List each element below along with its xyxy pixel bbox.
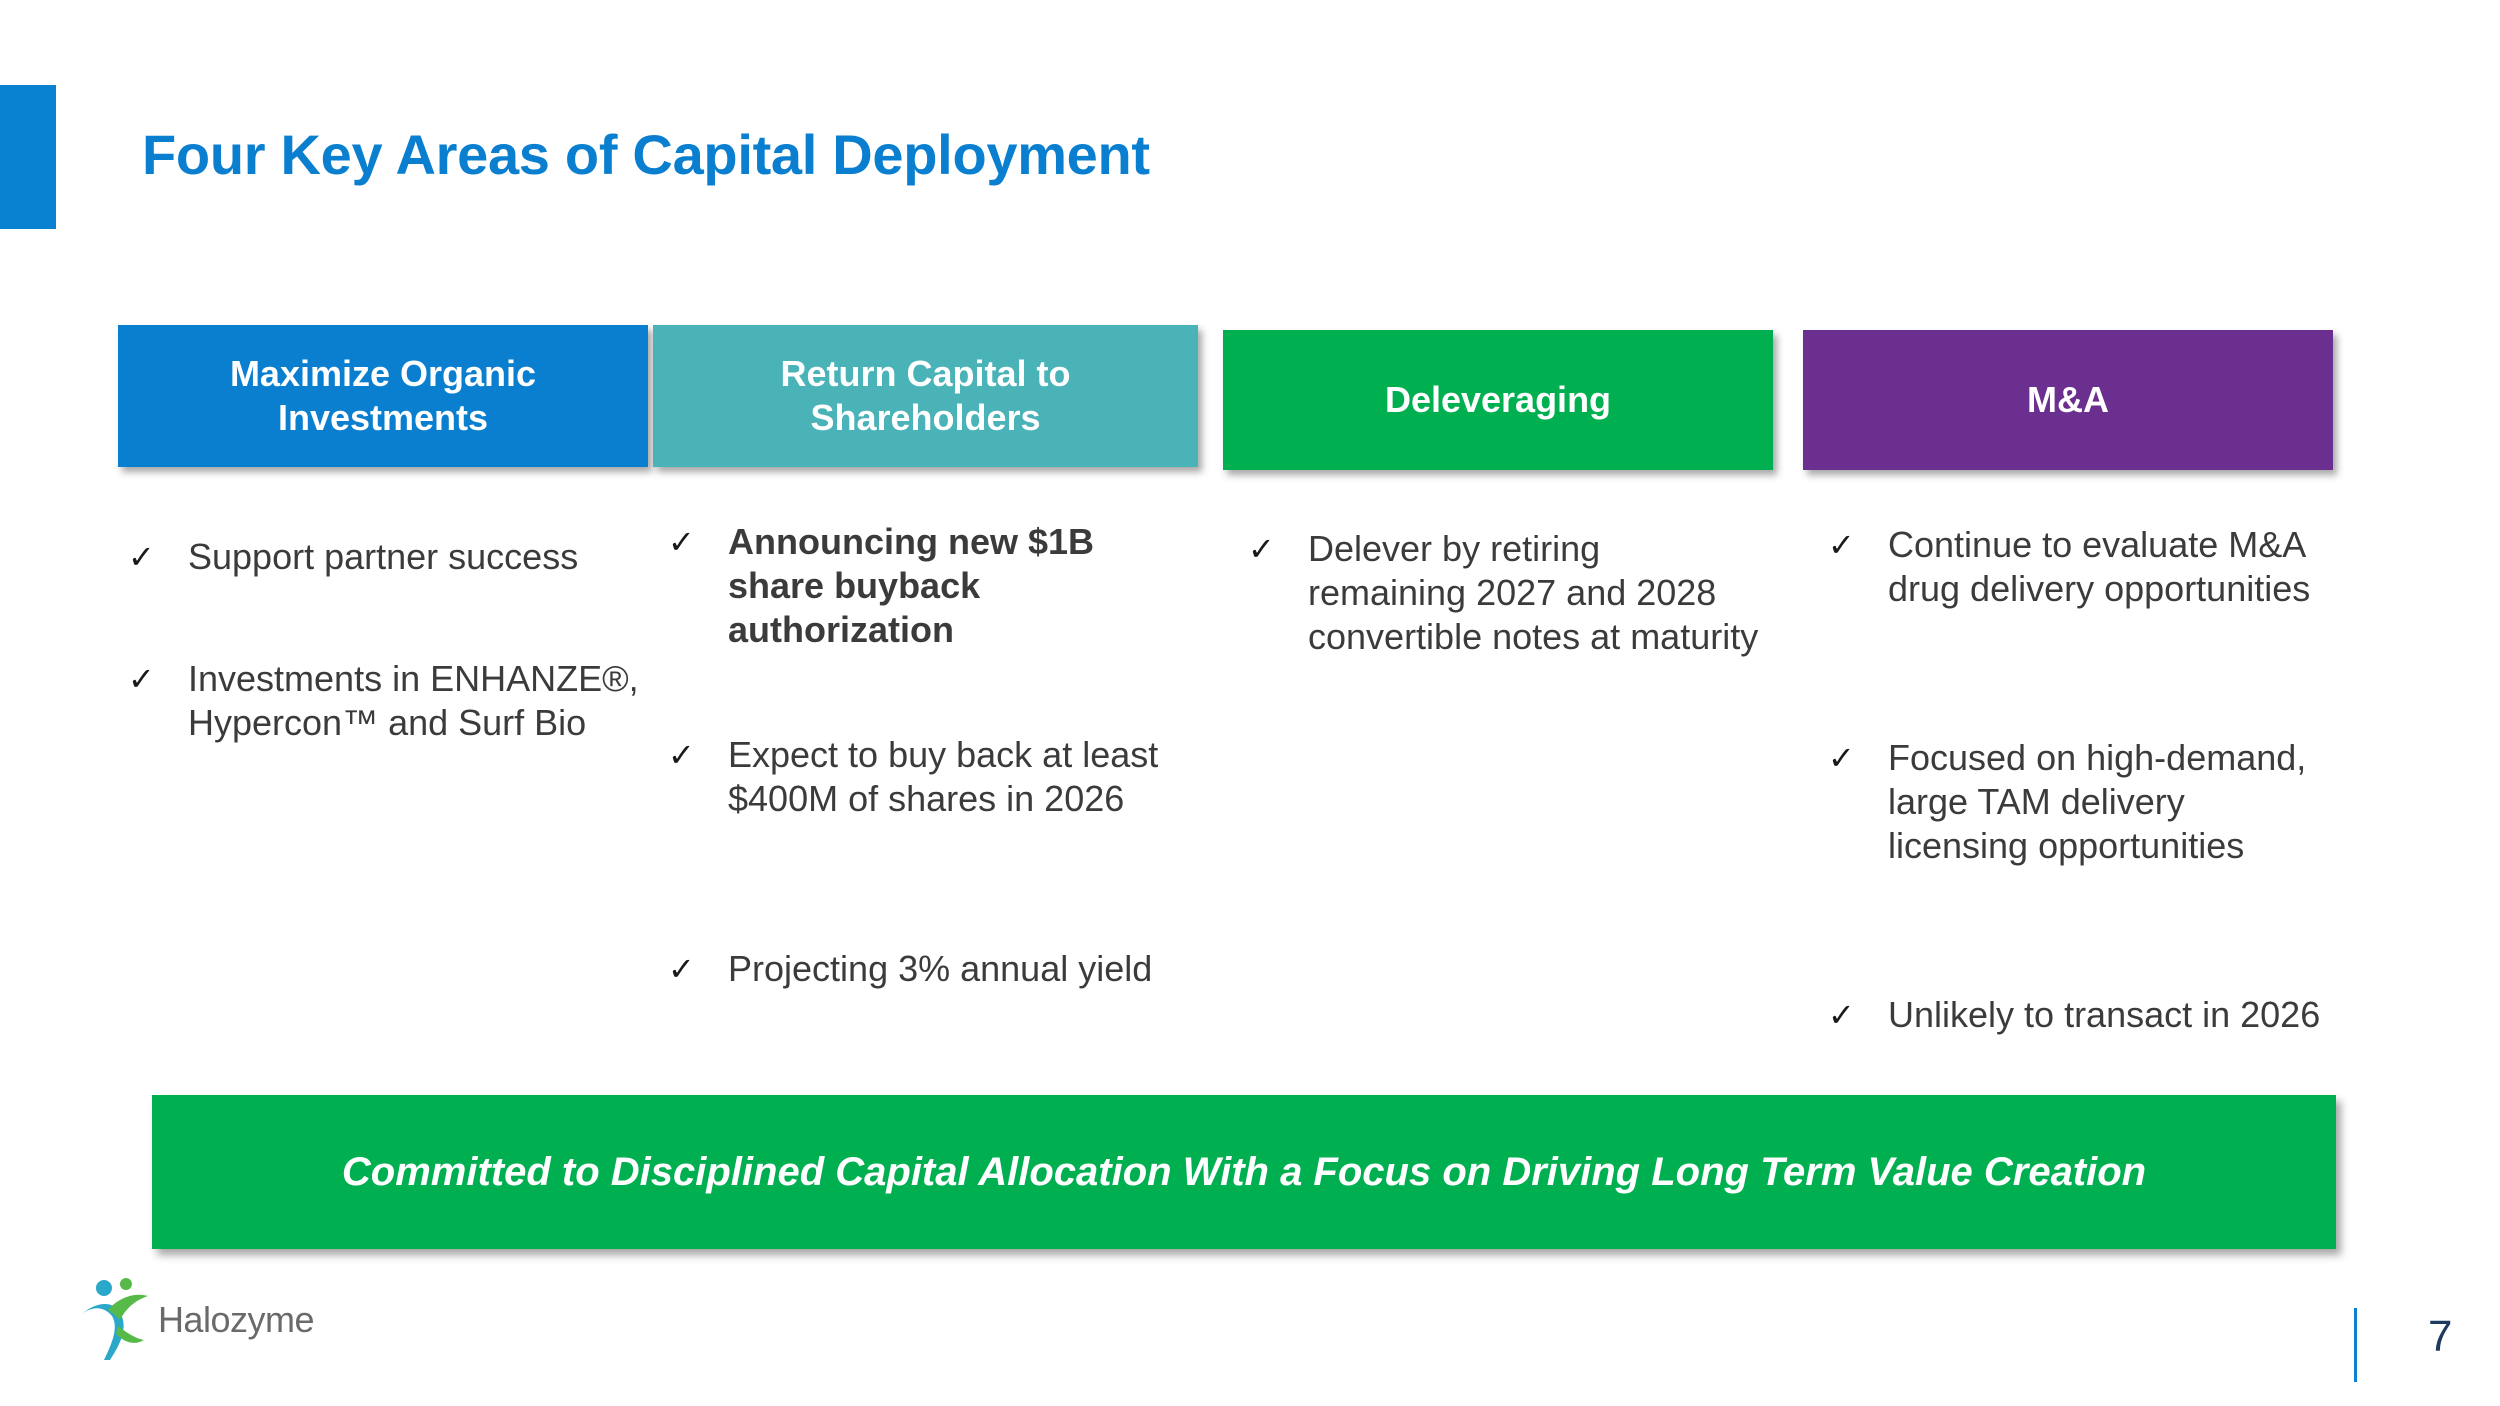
header-label: M&A — [2027, 379, 2109, 420]
bullet-text: Expect to buy back at least $400M of shares in 2026 — [728, 734, 1159, 819]
halozyme-logo — [74, 1275, 314, 1365]
header-maximize-organic-investments — [118, 325, 648, 467]
bullet-text: Support partner success — [188, 536, 579, 577]
halozyme-figure-icon — [74, 1276, 154, 1364]
bullet-item — [1828, 523, 2328, 611]
checkmark-icon: ✓ — [1828, 526, 1855, 564]
logo-text: Halozyme — [157, 1299, 314, 1340]
checkmark-icon: ✓ — [1828, 996, 1855, 1034]
bullet-item — [668, 733, 1188, 821]
checkmark-icon: ✓ — [668, 736, 695, 774]
checkmark-icon: ✓ — [1248, 530, 1275, 568]
bullet-text: Projecting 3% annual yield — [728, 948, 1153, 989]
checkmark-icon: ✓ — [128, 660, 155, 698]
slide-title: Four Key Areas of Capital Deployment — [142, 123, 1150, 186]
commitment-banner — [152, 1095, 2336, 1249]
header-m-and-a — [1803, 330, 2333, 470]
title-accent-bar — [0, 85, 56, 229]
header-deleveraging — [1223, 330, 1773, 470]
bullet-item — [1828, 993, 2328, 1037]
bullet-text: Unlikely to transact in 2026 — [1888, 994, 2321, 1035]
page-number-divider — [2354, 1308, 2357, 1382]
bullet-item — [128, 657, 648, 745]
header-label: Deleveraging — [1384, 379, 1612, 420]
banner-text: Committed to Disciplined Capital Allocation With a Focus on Driving Long Term Value Creation — [341, 1149, 2147, 1194]
bullet-item — [128, 535, 648, 579]
bullet-text: Delever by retiring remaining 2027 and 2028 convertible notes at maturity — [1308, 528, 1759, 657]
header-label: Return Capital to Shareholders — [780, 353, 1071, 438]
bullet-text: Continue to evaluate M&A drug delivery opportunities — [1888, 524, 2311, 609]
bullet-text: Focused on high-demand, large TAM delivery licensing opportunities — [1888, 737, 2307, 866]
checkmark-icon: ✓ — [668, 523, 695, 561]
checkmark-icon: ✓ — [128, 538, 155, 576]
checkmark-icon: ✓ — [1828, 739, 1855, 777]
bullet-item — [668, 520, 1188, 652]
bullet-item — [668, 947, 1188, 991]
page-number: 7 — [2428, 1312, 2453, 1361]
bullet-text: Investments in ENHANZE®, Hypercon™ and Surf Bio — [188, 658, 639, 743]
bullet-item — [1828, 736, 2328, 868]
header-return-capital — [653, 325, 1198, 467]
bullet-item — [1248, 527, 1768, 659]
checkmark-icon: ✓ — [668, 950, 695, 988]
header-label: Maximize Organic Investments — [229, 353, 537, 438]
bullet-text: Announcing new $1B share buyback authorization — [728, 521, 1095, 650]
